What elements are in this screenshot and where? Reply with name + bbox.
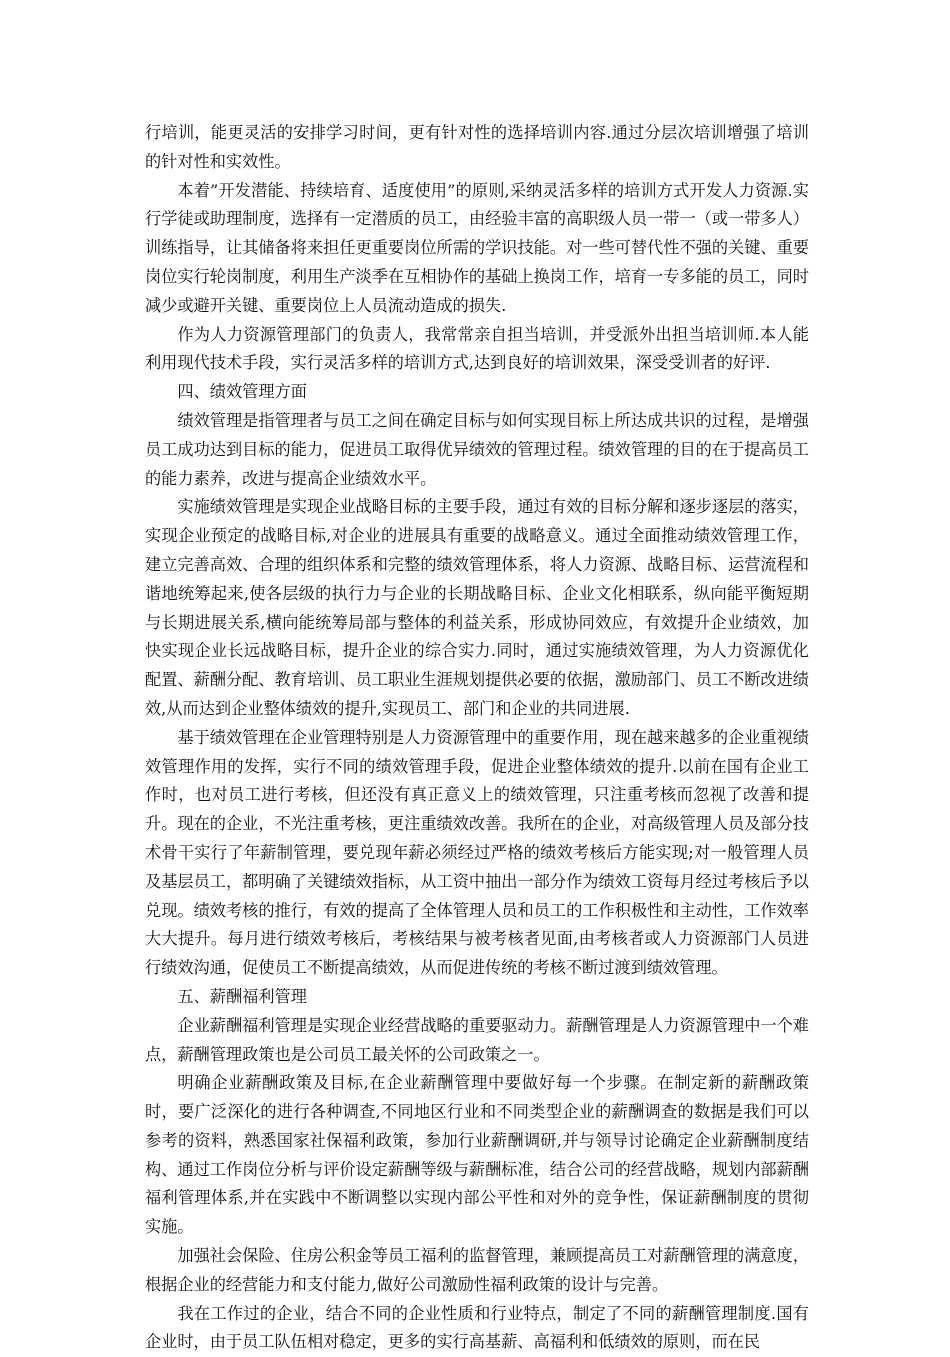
paragraph: 企业薪酬福利管理是实现企业经营战略的重要驱动力。薪酬管理是人力资源管理中一个难点，薪酬管理政策也是公司员工最关怀的公司政策之一。 [145,1015,809,1064]
section-heading: 五、薪酬福利管理 [177,986,307,1006]
paragraph: 实施绩效管理是实现企业战略目标的主要手段，通过有效的目标分解和逐步逐层的落实，实现企业预定的战略目标,对企业的进展具有重要的战略意义。通过全面推动绩效管理工作，建立完善高效、合理的组织体系和完整的绩效管理体系，将人力资源、战略目标、运营流程和谐地统筹起来,使各层级的执行力与企业的长期战略目标、企业文化相联系，纵向能平衡短期与长期进展关系,横向能统筹局部与整体的利益关系，形成协同效应，有效提升企业绩效，加快实现企业长远战略目标，提升企业的综合实力.同时，通过实施绩效管理，为人力资源优化配置、薪酬分配、教育培训、员工职业生涯规划提供必要的依据，激励部门、员工不断改进绩效,从而达到企业整体绩效的提升,实现员工、部门和企业的共同进展. [145,497,809,718]
paragraph: 行培训，能更灵活的安排学习时间，更有针对性的选择培训内容.通过分层次培训增强了培训的针对性和实效性。 [145,123,809,171]
paragraph: 加强社会保险、住房公积金等员工福利的监督管理，兼顾提高员工对薪酬管理的满意度，根据企业的经营能力和支付能力,做好公司激励性福利政策的设计与完善。 [145,1246,809,1294]
paragraph: 基于绩效管理在企业管理特别是人力资源管理中的重要作用，现在越来越多的企业重视绩效管理作用的发挥，实行不同的绩效管理手段，促进企业整体绩效的提升.以前在国有企业工作时，也对员工进行考核，但还没有真正意义上的绩效管理，只注重考核而忽视了改善和提升。现在的企业，不光注重考核，更注重绩效改善。我所在的企业，对高级管理人员及部分技术骨干实行了年薪制管理，要兑现年薪必须经过严格的绩效考核后方能实现;对一般管理人员及基层员工，都明确了关键绩效指标，从工资中抽出一部分作为绩效工资每月经过考核后予以兑现。绩效考核的推行，有效的提高了全体管理人员和员工的工作积极性和主动性，工作效率大大提升。每月进行绩效考核后，考核结果与被考核者见面,由考核者或人力资源部门人员进行绩效沟通，促使员工不断提高绩效，从而促进传统的考核不断过渡到绩效管理。 [145,727,809,978]
paragraph: 本着”开发潜能、持续培育、适度使用”的原则,采纳灵活多样的培训方式开发人力资源.实行学徒或助理制度，选择有一定潜质的员工，由经验丰富的高职级人员一带一（或一带多人）训练指导，让其储备将来担任更重要岗位所需的学识技能。对一些可替代性不强的关键、重要岗位实行轮岗制度，利用生产淡季在互相协作的基础上换岗工作，培育一专多能的员工，同时减少或避开关键、重要岗位上人员流动造成的损失. [145,180,809,315]
document-body [145,119,809,1357]
paragraph: 绩效管理是指管理者与员工之间在确定目标与如何实现目标上所达成共识的过程，是增强员工成功达到目标的能力，促进员工取得优异绩效的管理过程。绩效管理的目的在于提高员工的能力素养，改进与提高企业绩效水平。 [145,410,809,488]
paragraph: 我在工作过的企业，结合不同的企业性质和行业特点，制定了不同的薪酬管理制度.国有企业时，由于员工队伍相对稳定，更多的实行高基薪、高福利和低绩效的原则，而在民 [145,1303,809,1352]
section-heading: 四、绩效管理方面 [177,382,307,402]
paragraph: 作为人力资源管理部门的负责人，我常常亲自担当培训，并受派外出担当培训师.本人能利用现代技术手段，实行灵活多样的培训方式,达到良好的培训效果，深受受训者的好评. [145,324,809,373]
paragraph: 明确企业薪酬政策及目标,在企业薪酬管理中要做好每一个步骤。在制定新的薪酬政策时，要广泛深化的进行各种调查,不同地区行业和不同类型企业的薪酬调查的数据是我们可以参考的资料，熟悉国家社保福利政策，参加行业薪酬调研,并与领导讨论确定企业薪酬制度结构、通过工作岗位分析与评价设定薪酬等级与薪酬标准，结合公司的经营战略，规划内部薪酬福利管理体系,并在实践中不断调整以实现内部公平性和对外的竞争性，保证薪酬制度的贯彻实施。 [145,1073,809,1237]
